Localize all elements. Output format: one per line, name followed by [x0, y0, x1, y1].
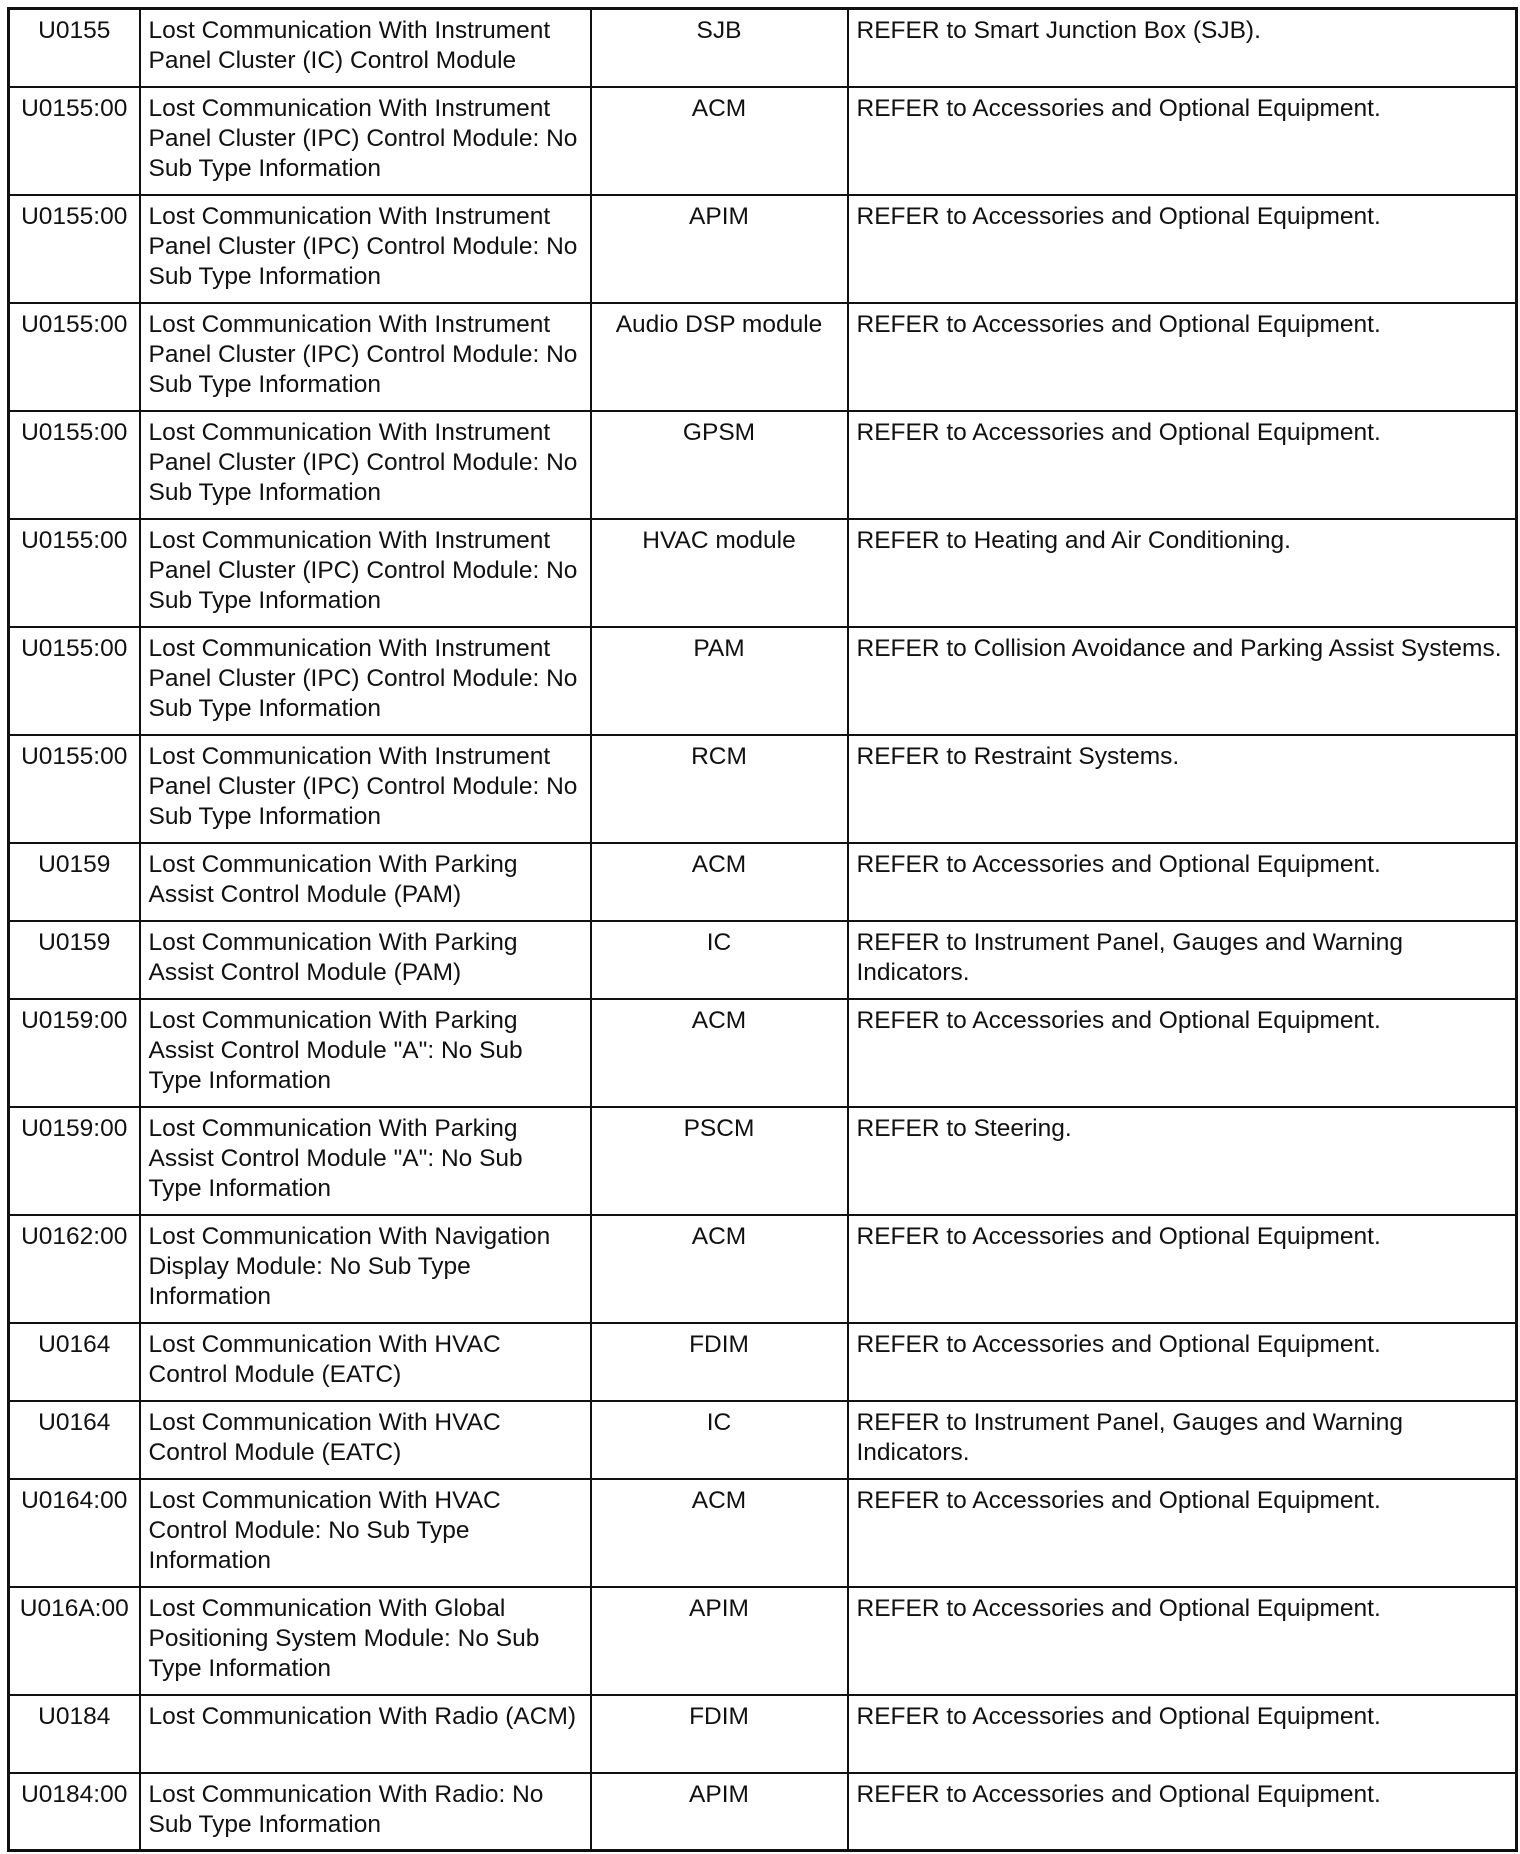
action-cell: REFER to Accessories and Optional Equipment.	[848, 1215, 1517, 1323]
table-row	[9, 195, 1517, 303]
action-cell: REFER to Accessories and Optional Equipment.	[848, 843, 1517, 921]
dtc-code-cell: U0155:00	[9, 195, 140, 303]
table-row	[9, 921, 1517, 999]
module-cell: APIM	[591, 1773, 848, 1851]
description-cell: Lost Communication With Instrument Panel Cluster (IPC) Control Module: No Sub Type Information	[140, 303, 591, 411]
action-cell: REFER to Accessories and Optional Equipment.	[848, 87, 1517, 195]
module-cell: HVAC module	[591, 519, 848, 627]
description-cell: Lost Communication With Instrument Panel Cluster (IPC) Control Module: No Sub Type Information	[140, 735, 591, 843]
description-cell: Lost Communication With Parking Assist Control Module (PAM)	[140, 843, 591, 921]
dtc-code-cell: U0159	[9, 921, 140, 999]
dtc-code-cell: U0162:00	[9, 1215, 140, 1323]
description-cell: Lost Communication With Instrument Panel Cluster (IPC) Control Module: No Sub Type Information	[140, 87, 591, 195]
dtc-code-cell: U0155:00	[9, 87, 140, 195]
dtc-code-cell: U0164:00	[9, 1479, 140, 1587]
action-cell: REFER to Accessories and Optional Equipment.	[848, 303, 1517, 411]
table-row	[9, 9, 1517, 87]
dtc-code-cell: U0159:00	[9, 999, 140, 1107]
action-cell: REFER to Steering.	[848, 1107, 1517, 1215]
table-row	[9, 1773, 1517, 1851]
table-row	[9, 627, 1517, 735]
action-cell: REFER to Smart Junction Box (SJB).	[848, 9, 1517, 87]
description-cell: Lost Communication With Parking Assist Control Module "A": No Sub Type Information	[140, 1107, 591, 1215]
table-row	[9, 303, 1517, 411]
table-row	[9, 1323, 1517, 1401]
dtc-code-cell: U0155:00	[9, 627, 140, 735]
module-cell: PAM	[591, 627, 848, 735]
module-cell: PSCM	[591, 1107, 848, 1215]
module-cell: ACM	[591, 999, 848, 1107]
module-cell: IC	[591, 1401, 848, 1479]
action-cell: REFER to Accessories and Optional Equipment.	[848, 1323, 1517, 1401]
table-row	[9, 87, 1517, 195]
module-cell: ACM	[591, 1215, 848, 1323]
dtc-code-cell: U0184:00	[9, 1773, 140, 1851]
table-row	[9, 1479, 1517, 1587]
dtc-code-cell: U0155:00	[9, 411, 140, 519]
dtc-code-cell: U0155	[9, 9, 140, 87]
description-cell: Lost Communication With HVAC Control Module: No Sub Type Information	[140, 1479, 591, 1587]
dtc-code-cell: U0155:00	[9, 303, 140, 411]
description-cell: Lost Communication With Parking Assist Control Module "A": No Sub Type Information	[140, 999, 591, 1107]
description-cell: Lost Communication With HVAC Control Module (EATC)	[140, 1401, 591, 1479]
module-cell: FDIM	[591, 1695, 848, 1773]
dtc-table	[7, 7, 1518, 1852]
description-cell: Lost Communication With Global Positioning System Module: No Sub Type Information	[140, 1587, 591, 1695]
module-cell: ACM	[591, 843, 848, 921]
module-cell: IC	[591, 921, 848, 999]
action-cell: REFER to Accessories and Optional Equipment.	[848, 999, 1517, 1107]
description-cell: Lost Communication With HVAC Control Module (EATC)	[140, 1323, 591, 1401]
action-cell: REFER to Accessories and Optional Equipment.	[848, 411, 1517, 519]
description-cell: Lost Communication With Instrument Panel Cluster (IPC) Control Module: No Sub Type Information	[140, 519, 591, 627]
action-cell: REFER to Accessories and Optional Equipment.	[848, 1695, 1517, 1773]
dtc-code-cell: U016A:00	[9, 1587, 140, 1695]
table-row	[9, 1401, 1517, 1479]
dtc-code-cell: U0159:00	[9, 1107, 140, 1215]
dtc-code-cell: U0164	[9, 1323, 140, 1401]
action-cell: REFER to Accessories and Optional Equipment.	[848, 1773, 1517, 1851]
action-cell: REFER to Accessories and Optional Equipment.	[848, 195, 1517, 303]
table-row	[9, 1695, 1517, 1773]
dtc-code-cell: U0164	[9, 1401, 140, 1479]
table-row	[9, 1587, 1517, 1695]
module-cell: APIM	[591, 1587, 848, 1695]
action-cell: REFER to Restraint Systems.	[848, 735, 1517, 843]
module-cell: GPSM	[591, 411, 848, 519]
table-row	[9, 519, 1517, 627]
table-row	[9, 1107, 1517, 1215]
table-row	[9, 843, 1517, 921]
description-cell: Lost Communication With Parking Assist Control Module (PAM)	[140, 921, 591, 999]
action-cell: REFER to Collision Avoidance and Parking Assist Systems.	[848, 627, 1517, 735]
description-cell: Lost Communication With Instrument Panel Cluster (IPC) Control Module: No Sub Type Information	[140, 195, 591, 303]
module-cell: SJB	[591, 9, 848, 87]
action-cell: REFER to Accessories and Optional Equipment.	[848, 1587, 1517, 1695]
description-cell: Lost Communication With Instrument Panel Cluster (IPC) Control Module: No Sub Type Information	[140, 627, 591, 735]
dtc-code-cell: U0155:00	[9, 519, 140, 627]
dtc-code-cell: U0155:00	[9, 735, 140, 843]
module-cell: RCM	[591, 735, 848, 843]
action-cell: REFER to Accessories and Optional Equipment.	[848, 1479, 1517, 1587]
table-row	[9, 999, 1517, 1107]
action-cell: REFER to Heating and Air Conditioning.	[848, 519, 1517, 627]
description-cell: Lost Communication With Instrument Panel Cluster (IPC) Control Module: No Sub Type Information	[140, 411, 591, 519]
action-cell: REFER to Instrument Panel, Gauges and Warning Indicators.	[848, 1401, 1517, 1479]
module-cell: FDIM	[591, 1323, 848, 1401]
module-cell: ACM	[591, 87, 848, 195]
module-cell: APIM	[591, 195, 848, 303]
table-row	[9, 1215, 1517, 1323]
description-cell: Lost Communication With Navigation Display Module: No Sub Type Information	[140, 1215, 591, 1323]
table-row	[9, 411, 1517, 519]
module-cell: ACM	[591, 1479, 848, 1587]
description-cell: Lost Communication With Radio (ACM)	[140, 1695, 591, 1773]
table-row	[9, 735, 1517, 843]
description-cell: Lost Communication With Instrument Panel Cluster (IC) Control Module	[140, 9, 591, 87]
description-cell: Lost Communication With Radio: No Sub Type Information	[140, 1773, 591, 1851]
action-cell: REFER to Instrument Panel, Gauges and Warning Indicators.	[848, 921, 1517, 999]
dtc-code-cell: U0184	[9, 1695, 140, 1773]
dtc-code-cell: U0159	[9, 843, 140, 921]
module-cell: Audio DSP module	[591, 303, 848, 411]
